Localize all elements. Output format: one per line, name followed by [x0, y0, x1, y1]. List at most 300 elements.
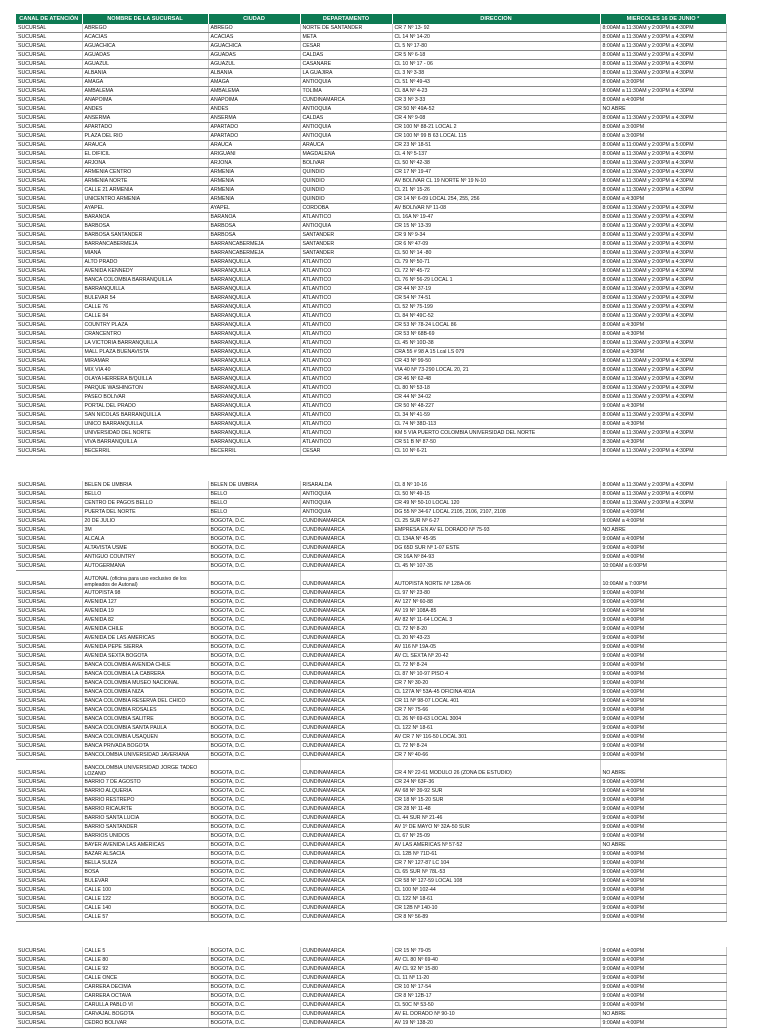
- cell-direccion: AV EL DORADO Nº 90-10: [392, 1010, 600, 1019]
- cell-horario: 8:00AM a 11:30AM y 2:00PM a 4:30PM: [600, 159, 726, 168]
- cell-direccion: CL 45 Nº 10D-38: [392, 339, 600, 348]
- table-header-row: [16, 14, 726, 24]
- cell-canal: SUCURSAL: [16, 983, 82, 992]
- cell-departamento: CUNDINAMARCA: [300, 733, 392, 742]
- table-row: [16, 330, 726, 339]
- table-row: [16, 974, 726, 983]
- cell-departamento: CUNDINAMARCA: [300, 778, 392, 787]
- cell-direccion: CL 45 Nº 107-35: [392, 562, 600, 571]
- table-row: [16, 715, 726, 724]
- table-row: [16, 553, 726, 562]
- cell-ciudad: BOGOTA, D.C.: [208, 1001, 300, 1010]
- cell-horario: 8:00AM a 3:00PM: [600, 78, 726, 87]
- table-row: [16, 688, 726, 697]
- cell-ciudad: BARRANQUILLA: [208, 357, 300, 366]
- table-row: [16, 859, 726, 868]
- cell-direccion: AV CL SEXTA Nº 20-42: [392, 652, 600, 661]
- cell-nombre: ANTIGUO COUNTRY: [82, 553, 208, 562]
- cell-canal: SUCURSAL: [16, 992, 82, 1001]
- cell-ciudad: BOGOTA, D.C.: [208, 841, 300, 850]
- cell-canal: SUCURSAL: [16, 114, 82, 123]
- table-row: [16, 303, 726, 312]
- cell-ciudad: BOGOTA, D.C.: [208, 715, 300, 724]
- cell-ciudad: BOGOTA, D.C.: [208, 868, 300, 877]
- cell-ciudad: BOGOTA, D.C.: [208, 661, 300, 670]
- cell-nombre: ANDES: [82, 105, 208, 114]
- table-section-1: [16, 14, 726, 456]
- cell-canal: SUCURSAL: [16, 535, 82, 544]
- cell-nombre: BARRIO SANTANDER: [82, 823, 208, 832]
- cell-nombre: AGUACHICA: [82, 42, 208, 51]
- cell-departamento: ATLANTICO: [300, 339, 392, 348]
- cell-ciudad: ARAUCA: [208, 141, 300, 150]
- cell-canal: SUCURSAL: [16, 742, 82, 751]
- cell-canal: SUCURSAL: [16, 51, 82, 60]
- table-row: [16, 159, 726, 168]
- table-row: [16, 544, 726, 553]
- cell-canal: SUCURSAL: [16, 276, 82, 285]
- table-row: [16, 760, 726, 778]
- cell-nombre: BANCA COLOMBIA NIZA: [82, 688, 208, 697]
- cell-canal: SUCURSAL: [16, 778, 82, 787]
- cell-canal: SUCURSAL: [16, 796, 82, 805]
- cell-departamento: CUNDINAMARCA: [300, 562, 392, 571]
- cell-departamento: CUNDINAMARCA: [300, 625, 392, 634]
- table-row: [16, 276, 726, 285]
- cell-nombre: EL DIFICIL: [82, 150, 208, 159]
- cell-direccion: AV 1º DE MAYO Nº 32A-50 SUR: [392, 823, 600, 832]
- cell-ciudad: BARRANQUILLA: [208, 348, 300, 357]
- cell-nombre: CARRERA DECIMA: [82, 983, 208, 992]
- cell-direccion: CL 14 Nº 14-20: [392, 33, 600, 42]
- cell-canal: SUCURSAL: [16, 886, 82, 895]
- cell-direccion: CL 50C Nº 53-50: [392, 1001, 600, 1010]
- cell-canal: SUCURSAL: [16, 96, 82, 105]
- cell-horario: 9:00AM a 4:00PM: [600, 688, 726, 697]
- cell-ciudad: BOGOTA, D.C.: [208, 1010, 300, 1019]
- cell-canal: SUCURSAL: [16, 832, 82, 841]
- cell-departamento: ANTIOQUIA: [300, 132, 392, 141]
- cell-nombre: CALLE 92: [82, 965, 208, 974]
- cell-nombre: ARAUCA: [82, 141, 208, 150]
- cell-nombre: MIX VIA 40: [82, 366, 208, 375]
- table-row: [16, 348, 726, 357]
- cell-canal: SUCURSAL: [16, 186, 82, 195]
- cell-direccion: CR 23 Nº 18-51: [392, 141, 600, 150]
- table-row: [16, 526, 726, 535]
- cell-departamento: ANTIOQUIA: [300, 222, 392, 231]
- cell-departamento: ATLANTICO: [300, 285, 392, 294]
- cell-horario: 9:00AM a 4:00PM: [600, 877, 726, 886]
- table-row: [16, 697, 726, 706]
- cell-departamento: CUNDINAMARCA: [300, 697, 392, 706]
- table-row: [16, 983, 726, 992]
- table-row: [16, 33, 726, 42]
- table-row: [16, 481, 726, 490]
- cell-canal: SUCURSAL: [16, 751, 82, 760]
- cell-direccion: CR 7 Nº 30-20: [392, 679, 600, 688]
- cell-departamento: CALDAS: [300, 114, 392, 123]
- table-row: [16, 625, 726, 634]
- branch-table-1: [16, 14, 727, 456]
- cell-horario: 9:00AM a 4:00PM: [600, 778, 726, 787]
- cell-canal: SUCURSAL: [16, 285, 82, 294]
- cell-departamento: CUNDINAMARCA: [300, 589, 392, 598]
- cell-nombre: BAZAR ALSACIA: [82, 850, 208, 859]
- cell-direccion: CRA 55 # 98 A 15 Lcal LS 079: [392, 348, 600, 357]
- header-nombre: NOMBRE DE LA SUCURSAL: [82, 14, 208, 24]
- cell-departamento: SANTANDER: [300, 249, 392, 258]
- cell-nombre: AVENIDA SEXTA BOGOTA: [82, 652, 208, 661]
- table-row: [16, 886, 726, 895]
- cell-departamento: MAGDALENA: [300, 150, 392, 159]
- cell-ciudad: BOGOTA, D.C.: [208, 679, 300, 688]
- table-row: [16, 598, 726, 607]
- cell-horario: 8:00AM a 3:00PM: [600, 123, 726, 132]
- cell-direccion: CR 43 Nº 99-50: [392, 357, 600, 366]
- cell-canal: SUCURSAL: [16, 508, 82, 517]
- cell-horario: 9:00AM a 4:00PM: [600, 625, 726, 634]
- cell-ciudad: BARRANQUILLA: [208, 438, 300, 447]
- cell-nombre: BULEVAR: [82, 877, 208, 886]
- cell-canal: SUCURSAL: [16, 393, 82, 402]
- cell-horario: 8:00AM a 11:30AM y 2:00PM a 4:30PM: [600, 393, 726, 402]
- cell-ciudad: BOGOTA, D.C.: [208, 733, 300, 742]
- cell-ciudad: BOGOTA, D.C.: [208, 607, 300, 616]
- cell-horario: 8:00AM a 4:30PM: [600, 330, 726, 339]
- cell-horario: 8:00AM a 11:30AM y 2:00PM a 4:30PM: [600, 429, 726, 438]
- cell-ciudad: BOGOTA, D.C.: [208, 616, 300, 625]
- cell-horario: 9:00AM a 4:00PM: [600, 670, 726, 679]
- cell-departamento: CUNDINAMARCA: [300, 868, 392, 877]
- cell-departamento: ATLANTICO: [300, 411, 392, 420]
- cell-departamento: CESAR: [300, 447, 392, 456]
- cell-ciudad: BOGOTA, D.C.: [208, 778, 300, 787]
- cell-horario: 9:00AM a 4:00PM: [600, 965, 726, 974]
- cell-canal: SUCURSAL: [16, 643, 82, 652]
- cell-canal: SUCURSAL: [16, 526, 82, 535]
- cell-departamento: TOLIMA: [300, 87, 392, 96]
- cell-direccion: CL 5 Nº 17-80: [392, 42, 600, 51]
- cell-departamento: ANTIOQUIA: [300, 499, 392, 508]
- cell-nombre: ARMENIA NORTE: [82, 177, 208, 186]
- cell-nombre: CALLE 21 ARMENIA: [82, 186, 208, 195]
- cell-departamento: ATLANTICO: [300, 303, 392, 312]
- cell-horario: 8:00AM a 11:30AM y 2:00PM a 4:30PM: [600, 150, 726, 159]
- table-row: [16, 841, 726, 850]
- cell-ciudad: BARRANQUILLA: [208, 294, 300, 303]
- cell-direccion: CR 10 Nº 17-54: [392, 983, 600, 992]
- cell-direccion: AV 127 Nº 60-88: [392, 598, 600, 607]
- cell-departamento: CASANARE: [300, 60, 392, 69]
- table-row: [16, 186, 726, 195]
- cell-direccion: CR 15 Nº 79-05: [392, 947, 600, 956]
- cell-canal: SUCURSAL: [16, 544, 82, 553]
- cell-ciudad: BOGOTA, D.C.: [208, 965, 300, 974]
- cell-ciudad: BOGOTA, D.C.: [208, 652, 300, 661]
- table-body-1: [16, 24, 726, 456]
- cell-canal: SUCURSAL: [16, 42, 82, 51]
- cell-horario: 9:00AM a 4:00PM: [600, 956, 726, 965]
- cell-nombre: BELEN DE UMBRIA: [82, 481, 208, 490]
- cell-nombre: MALL PLAZA BUENAVISTA: [82, 348, 208, 357]
- cell-departamento: CUNDINAMARCA: [300, 832, 392, 841]
- cell-nombre: CALLE 84: [82, 312, 208, 321]
- cell-canal: SUCURSAL: [16, 616, 82, 625]
- cell-ciudad: ARMENIA: [208, 186, 300, 195]
- cell-canal: SUCURSAL: [16, 204, 82, 213]
- cell-ciudad: BARRANQUILLA: [208, 267, 300, 276]
- cell-nombre: SAN NICOLAS BARRANQUILLA: [82, 411, 208, 420]
- cell-ciudad: BOGOTA, D.C.: [208, 688, 300, 697]
- cell-direccion: CL 4 Nº 5-137: [392, 150, 600, 159]
- cell-direccion: CR 15 Nº 13-39: [392, 222, 600, 231]
- table-row: [16, 240, 726, 249]
- cell-departamento: CUNDINAMARCA: [300, 850, 392, 859]
- cell-canal: SUCURSAL: [16, 904, 82, 913]
- cell-horario: 8:00AM a 11:30AM y 2:00PM a 4:30PM: [600, 33, 726, 42]
- cell-nombre: CEDRO BOLIVAR: [82, 1019, 208, 1028]
- cell-horario: 9:00AM a 4:00PM: [600, 706, 726, 715]
- cell-canal: SUCURSAL: [16, 1010, 82, 1019]
- cell-canal: SUCURSAL: [16, 213, 82, 222]
- table-row: [16, 42, 726, 51]
- cell-canal: SUCURSAL: [16, 805, 82, 814]
- cell-ciudad: BOGOTA, D.C.: [208, 517, 300, 526]
- cell-nombre: 3M: [82, 526, 208, 535]
- cell-nombre: UNIVERSIDAD DEL NORTE: [82, 429, 208, 438]
- cell-departamento: CUNDINAMARCA: [300, 616, 392, 625]
- cell-canal: SUCURSAL: [16, 841, 82, 850]
- cell-horario: 9:00AM a 4:00PM: [600, 751, 726, 760]
- table-row: [16, 393, 726, 402]
- cell-departamento: CUNDINAMARCA: [300, 1010, 392, 1019]
- cell-ciudad: ACACIAS: [208, 33, 300, 42]
- cell-canal: SUCURSAL: [16, 706, 82, 715]
- cell-nombre: BULEVAR 54: [82, 294, 208, 303]
- table-row: [16, 947, 726, 956]
- cell-nombre: ANSERMA: [82, 114, 208, 123]
- cell-ciudad: BOGOTA, D.C.: [208, 670, 300, 679]
- cell-direccion: AV CR 7 Nº 116-50 LOCAL 301: [392, 733, 600, 742]
- cell-nombre: CARVAJAL BOGOTA: [82, 1010, 208, 1019]
- cell-canal: SUCURSAL: [16, 357, 82, 366]
- table-row: [16, 724, 726, 733]
- cell-ciudad: BOGOTA, D.C.: [208, 823, 300, 832]
- table-row: [16, 562, 726, 571]
- cell-departamento: QUINDIO: [300, 195, 392, 204]
- table-row: [16, 1010, 726, 1019]
- cell-horario: 9:00AM a 4:00PM: [600, 974, 726, 983]
- cell-departamento: CUNDINAMARCA: [300, 715, 392, 724]
- cell-direccion: AV 68 Nº 39-92 SUR: [392, 787, 600, 796]
- cell-direccion: CL 50 Nº 14 -80: [392, 249, 600, 258]
- header-direccion: DIRECCION: [392, 14, 600, 24]
- cell-nombre: BANCA COLOMBIA AVENIDA CHILE: [82, 661, 208, 670]
- cell-ciudad: BARRANQUILLA: [208, 384, 300, 393]
- cell-direccion: CR 100 Nº 99 B 63 LOCAL 115: [392, 132, 600, 141]
- table-row: [16, 823, 726, 832]
- table-row: [16, 294, 726, 303]
- cell-canal: SUCURSAL: [16, 258, 82, 267]
- header-canal: CANAL DE ATENCIÓN: [16, 14, 82, 24]
- cell-horario: 8:00AM a 11:30AM y 2:00PM a 4:30PM: [600, 267, 726, 276]
- cell-nombre: BARBOSA SANTANDER: [82, 231, 208, 240]
- cell-horario: 8:00AM a 11:30AM y 2:00PM a 4:30PM: [600, 24, 726, 33]
- cell-departamento: ANTIOQUIA: [300, 123, 392, 132]
- cell-canal: SUCURSAL: [16, 850, 82, 859]
- cell-nombre: BANCA COLOMBIA SALITRE: [82, 715, 208, 724]
- cell-canal: SUCURSAL: [16, 447, 82, 456]
- cell-direccion: CL 16A Nº 19-47: [392, 213, 600, 222]
- cell-departamento: CUNDINAMARCA: [300, 643, 392, 652]
- cell-canal: SUCURSAL: [16, 375, 82, 384]
- table-row: [16, 357, 726, 366]
- cell-departamento: CUNDINAMARCA: [300, 1001, 392, 1010]
- cell-departamento: CUNDINAMARCA: [300, 544, 392, 553]
- cell-departamento: ATLANTICO: [300, 330, 392, 339]
- cell-ciudad: BARRANQUILLA: [208, 339, 300, 348]
- cell-horario: 9:00AM a 4:00PM: [600, 634, 726, 643]
- cell-nombre: AVENIDA CHILE: [82, 625, 208, 634]
- cell-departamento: BOLIVAR: [300, 159, 392, 168]
- cell-direccion: CR 54 Nº 74-51: [392, 294, 600, 303]
- table-row: [16, 123, 726, 132]
- cell-nombre: BARRIOS UNIDOS: [82, 832, 208, 841]
- cell-nombre: BARRANQUILLA: [82, 285, 208, 294]
- cell-departamento: CESAR: [300, 42, 392, 51]
- cell-nombre: ALTAVISTA USME: [82, 544, 208, 553]
- cell-direccion: CR 3 Nº 3-33: [392, 96, 600, 105]
- cell-canal: SUCURSAL: [16, 123, 82, 132]
- cell-horario: 8:00AM a 11:30AM y 2:00PM a 4:30PM: [600, 285, 726, 294]
- cell-ciudad: BOGOTA, D.C.: [208, 526, 300, 535]
- cell-direccion: AV 19 Nº 108A-85: [392, 607, 600, 616]
- cell-nombre: VIVA BARRANQUILLA: [82, 438, 208, 447]
- cell-direccion: CR 51 B Nº 87-50: [392, 438, 600, 447]
- cell-horario: 9:00AM a 4:00PM: [600, 589, 726, 598]
- cell-horario: 9:00AM a 4:00PM: [600, 832, 726, 841]
- cell-nombre: BARRIO RICAURTE: [82, 805, 208, 814]
- cell-direccion: DG 55 Nº 34-67 LOCAL 2105, 2106, 2107, 2108: [392, 508, 600, 517]
- cell-horario: 9:00AM a 4:00PM: [600, 724, 726, 733]
- cell-nombre: BAYER AVENIDA LAS AMERICAS: [82, 841, 208, 850]
- cell-horario: 8:00AM a 11:30AM y 2:00PM a 4:30PM: [600, 249, 726, 258]
- cell-ciudad: BOGOTA, D.C.: [208, 625, 300, 634]
- table-row: [16, 913, 726, 922]
- cell-horario: 8:00AM a 11:30AM y 2:00PM a 4:30PM: [600, 481, 726, 490]
- cell-canal: SUCURSAL: [16, 688, 82, 697]
- cell-nombre: ABREGO: [82, 24, 208, 33]
- cell-ciudad: BARRANQUILLA: [208, 312, 300, 321]
- cell-nombre: BANCA COLOMBIA USAQUEN: [82, 733, 208, 742]
- table-row: [16, 78, 726, 87]
- cell-departamento: ATLANTICO: [300, 213, 392, 222]
- cell-departamento: CUNDINAMARCA: [300, 688, 392, 697]
- cell-direccion: CL 25 SUR Nº 6-27: [392, 517, 600, 526]
- cell-ciudad: BARBOSA: [208, 222, 300, 231]
- cell-departamento: CUNDINAMARCA: [300, 652, 392, 661]
- cell-departamento: CUNDINAMARCA: [300, 965, 392, 974]
- cell-ciudad: BOGOTA, D.C.: [208, 859, 300, 868]
- table-row: [16, 24, 726, 33]
- cell-canal: SUCURSAL: [16, 24, 82, 33]
- cell-canal: SUCURSAL: [16, 733, 82, 742]
- cell-ciudad: BARRANQUILLA: [208, 285, 300, 294]
- cell-ciudad: ARIGUANI: [208, 150, 300, 159]
- cell-ciudad: BOGOTA, D.C.: [208, 742, 300, 751]
- cell-nombre: LA VICTORIA BARRANQUILLA: [82, 339, 208, 348]
- cell-ciudad: BARRANQUILLA: [208, 258, 300, 267]
- cell-ciudad: AYAPEL: [208, 204, 300, 213]
- table-row: [16, 114, 726, 123]
- cell-horario: 9:00AM a 4:00PM: [600, 679, 726, 688]
- cell-ciudad: BOGOTA, D.C.: [208, 796, 300, 805]
- cell-horario: 9:00AM a 4:00PM: [600, 886, 726, 895]
- cell-horario: 9:00AM a 4:00PM: [600, 742, 726, 751]
- cell-ciudad: BELLO: [208, 508, 300, 517]
- table-row: [16, 652, 726, 661]
- cell-canal: SUCURSAL: [16, 670, 82, 679]
- cell-horario: 9:00AM a 4:00PM: [600, 553, 726, 562]
- cell-horario: 9:00AM a 4:00PM: [600, 895, 726, 904]
- cell-nombre: BANCOLOMBIA UNIVERSIDAD JORGE TADEO LOZANO: [82, 760, 208, 778]
- cell-departamento: CUNDINAMARCA: [300, 670, 392, 679]
- cell-ciudad: BARRANCABERMEJA: [208, 249, 300, 258]
- cell-horario: NO ABRE: [600, 841, 726, 850]
- cell-direccion: CL 50 Nº 42-38: [392, 159, 600, 168]
- cell-nombre: BARRIO ALQUERIA: [82, 787, 208, 796]
- table-row: [16, 965, 726, 974]
- table-row: [16, 69, 726, 78]
- cell-departamento: CUNDINAMARCA: [300, 956, 392, 965]
- cell-canal: SUCURSAL: [16, 1001, 82, 1010]
- cell-direccion: CL 11 Nº 11-20: [392, 974, 600, 983]
- cell-departamento: ATLANTICO: [300, 357, 392, 366]
- cell-direccion: CL 8A Nº 4-23: [392, 87, 600, 96]
- cell-horario: 8:00AM a 11:30AM y 2:00PM a 4:30PM: [600, 204, 726, 213]
- cell-nombre: AVENIDA 82: [82, 616, 208, 625]
- cell-direccion: CR 7 Nº 127-87 LC 104: [392, 859, 600, 868]
- cell-horario: 9:00AM a 4:00PM: [600, 814, 726, 823]
- cell-canal: SUCURSAL: [16, 420, 82, 429]
- cell-ciudad: BARRANQUILLA: [208, 330, 300, 339]
- cell-direccion: CR 8 Nº 12B-17: [392, 992, 600, 1001]
- cell-ciudad: BARRANQUILLA: [208, 393, 300, 402]
- table-row: [16, 429, 726, 438]
- table-row: [16, 490, 726, 499]
- cell-nombre: AYAPEL: [82, 204, 208, 213]
- cell-canal: SUCURSAL: [16, 33, 82, 42]
- cell-ciudad: AGUAZUL: [208, 60, 300, 69]
- cell-canal: SUCURSAL: [16, 589, 82, 598]
- cell-departamento: CUNDINAMARCA: [300, 974, 392, 983]
- cell-canal: SUCURSAL: [16, 168, 82, 177]
- cell-ciudad: BOGOTA, D.C.: [208, 832, 300, 841]
- table-body-2: [16, 481, 726, 922]
- table-row: [16, 679, 726, 688]
- cell-ciudad: BOGOTA, D.C.: [208, 805, 300, 814]
- cell-nombre: COUNTRY PLAZA: [82, 321, 208, 330]
- cell-ciudad: BARRANQUILLA: [208, 276, 300, 285]
- table-row: [16, 258, 726, 267]
- table-row: [16, 96, 726, 105]
- cell-direccion: CL 65 SUR Nº 78L-53: [392, 868, 600, 877]
- cell-departamento: SANTANDER: [300, 240, 392, 249]
- cell-canal: SUCURSAL: [16, 303, 82, 312]
- cell-nombre: UNICO BARRANQUILLA: [82, 420, 208, 429]
- cell-nombre: BARRANCABERMEJA: [82, 240, 208, 249]
